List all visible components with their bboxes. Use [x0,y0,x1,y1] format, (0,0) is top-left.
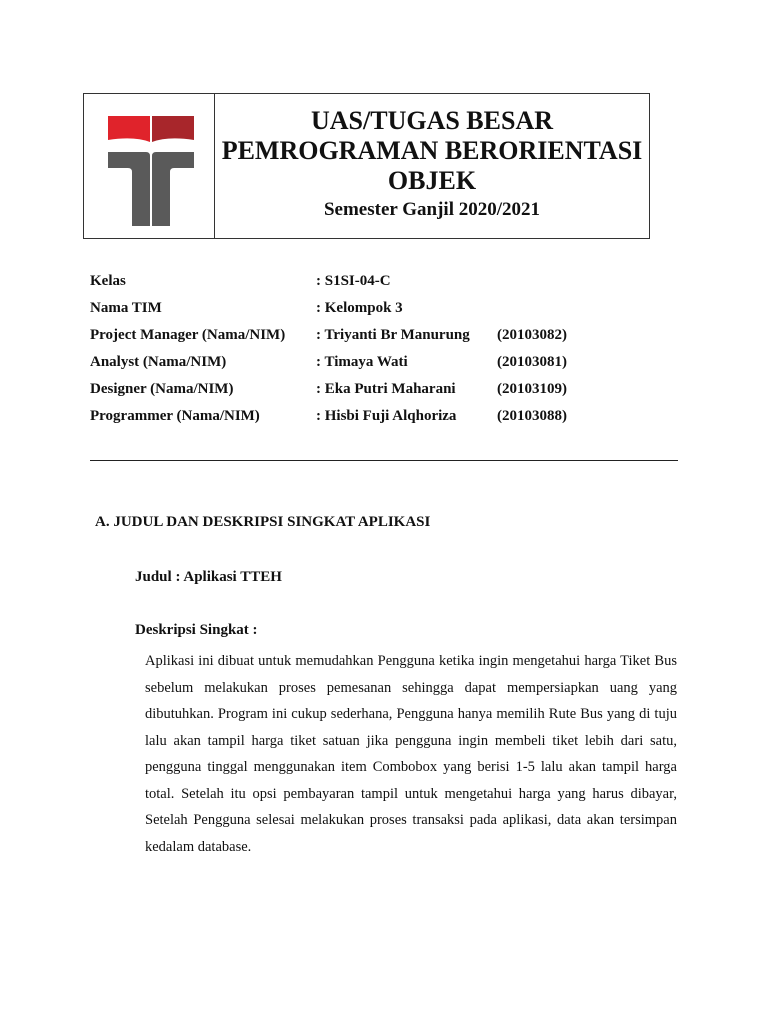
title-cell [215,94,649,238]
info-nim: (20103109) [497,381,567,397]
document-title-line-1: UAS/TUGAS BESAR [310,105,553,135]
info-value: : Timaya Wati [316,354,408,370]
info-nim: (20103081) [497,354,567,370]
info-nim: (20103082) [497,327,567,343]
info-label: Programmer (Nama/NIM) [90,408,260,424]
info-value: : S1SI-04-C [316,273,391,289]
info-value: : Triyanti Br Manurung [316,327,470,343]
info-value: : Kelompok 3 [316,300,403,316]
document-title-line-3: OBJEK [387,165,477,195]
university-logo-icon [106,114,196,226]
deskripsi-paragraph: Aplikasi ini dibuat untuk memudahkan Pengguna ketika ingin mengetahui harga Tiket Bus sebelum melakukan proses pemesanan sehingga dapat mempersiapkan uang yang dibutuhkan. Program ini cukup sederhana, Pengguna hanya memilih Rute Bus yang di tuju lalu akan tampil harga tiket satuan jika pengguna ingin membeli tiket lebih dari satu, pengguna tinggal menggunakan item Combobox yang berisi 1-5 lalu akan tampil harga total. Setelah itu opsi pembayaran tampil untuk mengetahui harga yang harus dibayar, Setelah Pengguna selesai melakukan proses transaksi pada aplikasi, data akan tersimpan kedalam database. [145,653,677,855]
info-label: Nama TIM [90,300,162,316]
info-value: : Hisbi Fuji Alqhoriza [316,408,457,424]
horizontal-divider [90,460,678,461]
document-title-line-2: PEMROGRAMAN BERORIENTASI [221,135,643,165]
section-heading: A. JUDUL DAN DESKRIPSI SINGKAT APLIKASI [95,514,431,530]
deskripsi-label: Deskripsi Singkat : [135,622,258,638]
info-value: : Eka Putri Maharani [316,381,456,397]
logo-cell [84,94,215,238]
semester-label: Semester Ganjil 2020/2021 [323,198,540,220]
info-label: Designer (Nama/NIM) [90,381,234,397]
header-box [83,93,650,239]
logo-pillar-right [152,152,194,226]
info-nim: (20103088) [497,408,567,424]
info-label: Kelas [90,273,126,289]
info-label: Project Manager (Nama/NIM) [90,327,286,343]
logo-book-left [108,116,150,142]
logo-pillar-left [108,152,150,226]
logo-book-right [152,116,194,142]
info-label: Analyst (Nama/NIM) [90,354,227,370]
judul-label: Judul : Aplikasi TTEH [135,569,282,585]
